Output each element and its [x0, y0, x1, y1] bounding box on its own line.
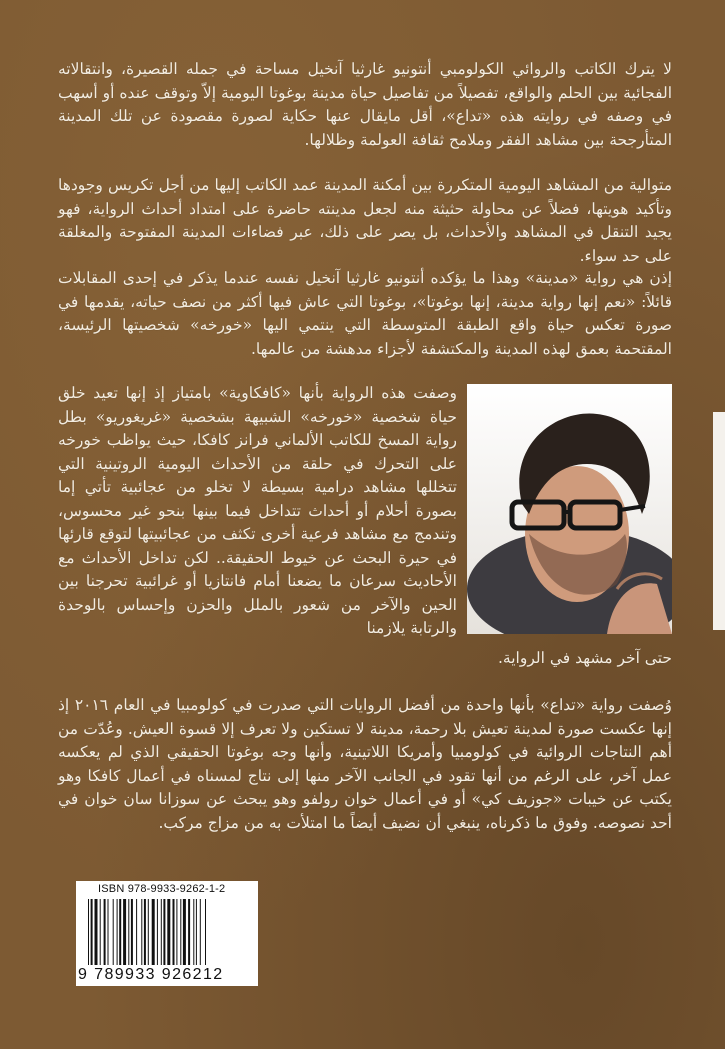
barcode-bar: [117, 899, 118, 965]
barcode-bar: [100, 899, 101, 965]
barcode-bar: [104, 899, 106, 965]
author-photo: [467, 384, 672, 634]
barcode-number: 9 789933 926212: [78, 966, 224, 983]
isbn-barcode: [76, 881, 258, 986]
barcode-bar: [196, 899, 197, 965]
barcode-bar: [200, 899, 201, 965]
blurb-paragraph-3: إذن هي رواية «مدينة» وهذا ما يؤكده أنتونيو غارثيا آنخيل نفسه عندما يذكر في إحدى المقابلات قائلاً: «نعم إنها رواية مدينة، إنها بوغوتا»، بوغوتا التي عاش فيها أكثر من نصف حياته، يقدمها في صورة تعكس حياة واقع الطبقة المتوسطة التي ينتمي اليها «خورخه» شخصيتها الرئيسة، المقتحمة بعمق لهذه المدينة والمكتشفة لأجزاء مدهشة من عالمها.: [58, 269, 672, 358]
barcode-bar: [108, 899, 109, 965]
barcode-bar: [136, 899, 137, 965]
barcode-bar: [205, 899, 206, 965]
barcode-bar: [144, 899, 146, 965]
barcode-bar: [119, 899, 121, 965]
barcode-bar: [163, 899, 165, 965]
barcode-bar: [188, 899, 190, 965]
barcode-bar: [88, 899, 89, 965]
isbn-label: ISBN 978-9933-9262-1-2: [98, 883, 226, 895]
barcode-bar: [95, 899, 98, 965]
blurb-paragraph-5: وُصفت رواية «تداع» بأنها واحدة من أفضل الروايات التي صدرت في كولومبيا في العام ٢٠١٦ إذ إنها عكست صورة لمدينة تعيش بلا رحمة، مدينة لا تستكين ولا تعرف إلا قسوة العيش. وعُدّت من أهم النتاجات الروائية في كولومبيا وأمريكا اللاتينية، وأنها وجه بوغوتا الحقيقي الذي لم يعكسه عمل آخر، على الرغم من أنها تقود في الجانب الآخر منها إلى نتاج لمسناه في أعمال كافكا وهو يكتب عن خيبات «جوزيف كي» أو في أعمال خوان رولفو وهو يبحث عن سوزانا سان خوان في أحد نصوصه. وفوق ما ذكرناه، ينبغي أن نضيف أيضاً ما امتلأت به من مزاج مركب.: [58, 696, 673, 832]
barcode-bar: [173, 899, 175, 965]
barcode-bar: [176, 899, 177, 965]
blurb-paragraph-4: وصفت هذه الرواية بأنها «كافكاوية» بامتياز إذ إنها تعيد خلق حياة شخصية «خورخه» الشبيهة بشخصية «غريغوريو» بطل رواية المسخ للكاتب الألماني فرانز كافكا، حيث يواظب خورخه على التحرك في حلقة من الأحداث اليومية الروتينية التي تتخللها مشاهد درامية بسيطة لا تخلو من عجائبية تأتي إما بصورة أحلام أو أحداث تتداخل فيما بينها بنحو غير محسوس، وتندمج مع مشاهد فرعية أخرى تكثف من عجائبيتها لتوقع قارئها في حيرة البحث عن خيوط الحقيقة.. لكن تداخل الأحداث مع الأحاديث سرعان ما يضعنا أمام فانتازيا أو غرائبية تحرجنا بين الحين والآخر من شعور بالملل والحزن وإحساس بالوحدة والرتابة يلازمنا: [58, 384, 457, 637]
blurb-paragraph-2: متوالية من المشاهد اليومية المتكررة بين أمكنة المدينة عمد الكاتب إليها من أجل تكريس وجودها وتأكيد هويتها، فضلاً عن محاولة حثيثة منه لجعل مدينته حاضرة على امتداد أحداث الرواية، فهو يجيد التنقل في المشاهد والأحداث، بل يصر على ذلك، عبر فضاءات المدينة المفتوحة والمغلقة على حد سواء.: [58, 176, 672, 265]
barcode-bar: [128, 899, 129, 965]
barcode-bar: [113, 899, 114, 965]
barcode-bar: [183, 899, 186, 965]
barcode-bar: [131, 899, 133, 965]
barcode-bar: [123, 899, 126, 965]
side-tab: [713, 412, 725, 630]
barcode-bar: [193, 899, 194, 965]
barcode-bar: [148, 899, 149, 965]
blurb-paragraph-1: لا يترك الكاتب والروائي الكولومبي أنتونيو غارثيا آنخيل مساحة في جمله القصيرة، وانتقالاته الفجائية بين الحلم والواقع، تفصيلاً من تفاصيل حياة مدينة بوغوتا اليومية إلاّ وتوقف عنده أو أسهب في وصفه في روايته هذه «تداع»، أقل مايقال عنها حكاية لصورة مقصودة عن تلك المدينة المتأرجحة بين مشاهد الفقر وملامح ثقافة العولمة وظلالها.: [58, 60, 672, 149]
barcode-bar: [141, 899, 142, 965]
barcode-bar: [180, 899, 181, 965]
barcode-bars: [88, 899, 246, 965]
barcode-bar: [167, 899, 170, 965]
barcode-bar: [157, 899, 158, 965]
barcode-bar: [91, 899, 93, 965]
barcode-bar: [161, 899, 162, 965]
blurb-paragraph-4-end: حتى آخر مشهد في الرواية.: [498, 649, 672, 667]
barcode-bar: [152, 899, 155, 965]
